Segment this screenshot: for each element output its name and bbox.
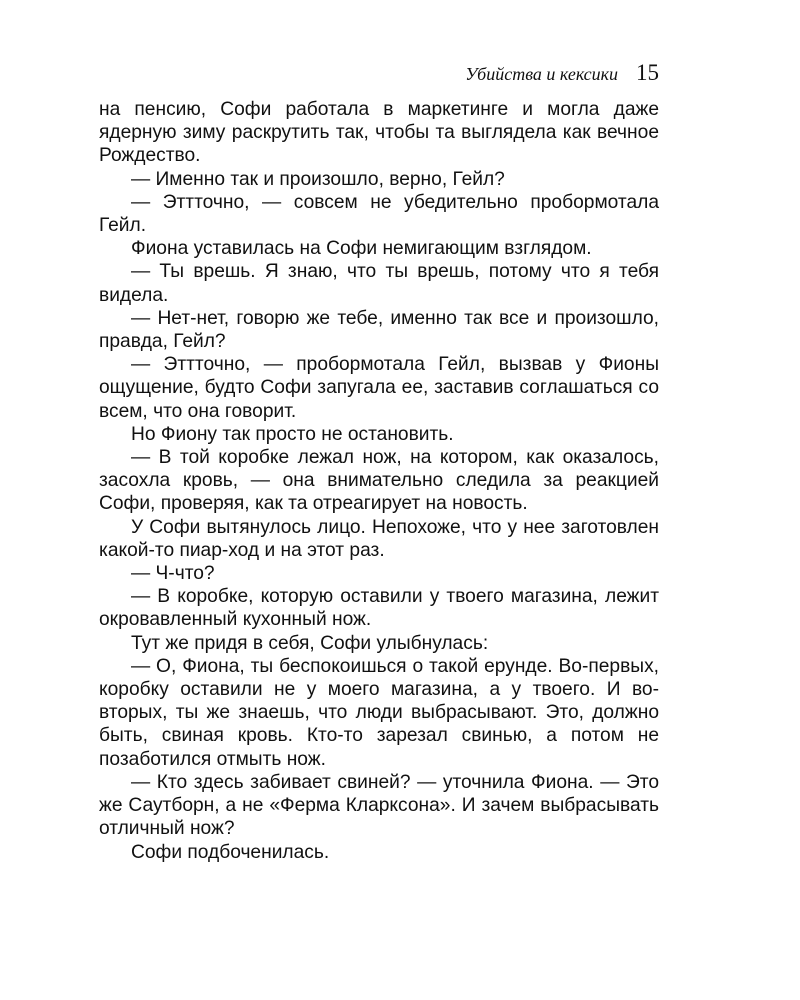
paragraph: — О, Фиона, ты беспокоишься о такой ерунде. Во-первых, коробку оставили не у моего магазина, а у твоего. И во-вторых, ты же знаешь, что люди выбрасывают. Это, должно быть, свиная кровь. Кто-то зарезал свинью, а потом не позаботился отмыть нож.: [99, 655, 659, 770]
paragraph: Фиона уставилась на Софи немигающим взглядом.: [131, 238, 592, 260]
paragraph: Софи подбоченилась.: [131, 841, 330, 863]
paragraph: — Именно так и произошло, верно, Гейл?: [131, 168, 505, 190]
paragraph: на пенсию, Софи работала в маркетинге и могла даже ядерную зиму раскрутить так, чтобы та выглядела как вечное Рождество.: [99, 99, 659, 167]
paragraph: — В коробке, которую оставили у твоего магазина, лежит окровавленный кухонный нож.: [99, 586, 659, 631]
paragraph: — Эттточно, — пробормотала Гейл, вызвав у Фионы ощущение, будто Софи запугала ее, заставив соглашаться со всем, что она говорит.: [99, 354, 659, 422]
paragraph: — Ч-что?: [131, 563, 215, 585]
paragraph: — Эттточно, — совсем не убедительно пробормотала Гейл.: [99, 191, 659, 237]
running-head: [0, 60, 659, 86]
paragraph: Но Фиону так просто не остановить.: [131, 423, 454, 445]
paragraph: — Кто здесь забивает свиней? — уточнила Фиона. — Это же Саутборн, а не «Ферма Кларксона». И зачем выбрасывать отличный нож?: [99, 771, 659, 840]
paragraph: Тут же придя в себя, Софи улыбнулась:: [131, 632, 489, 654]
page-number: 15: [636, 60, 659, 85]
paragraph: — Нет-нет, говорю же тебе, именно так все и произошло, правда, Гейл?: [99, 307, 659, 353]
paragraph: — Ты врешь. Я знаю, что ты врешь, потому что я тебя видела.: [99, 261, 659, 306]
body-text: [99, 98, 659, 864]
running-title: Убийства и кексики: [465, 64, 618, 84]
paragraph: — В той коробке лежал нож, на котором, как оказалось, засохла кровь, — она внимательно следила за реакцией Софи, проверяя, как та отреагирует на новость.: [99, 447, 659, 515]
paragraph: У Софи вытянулось лицо. Непохоже, что у нее заготовлен какой-то пиар-ход и на этот раз.: [99, 516, 659, 561]
